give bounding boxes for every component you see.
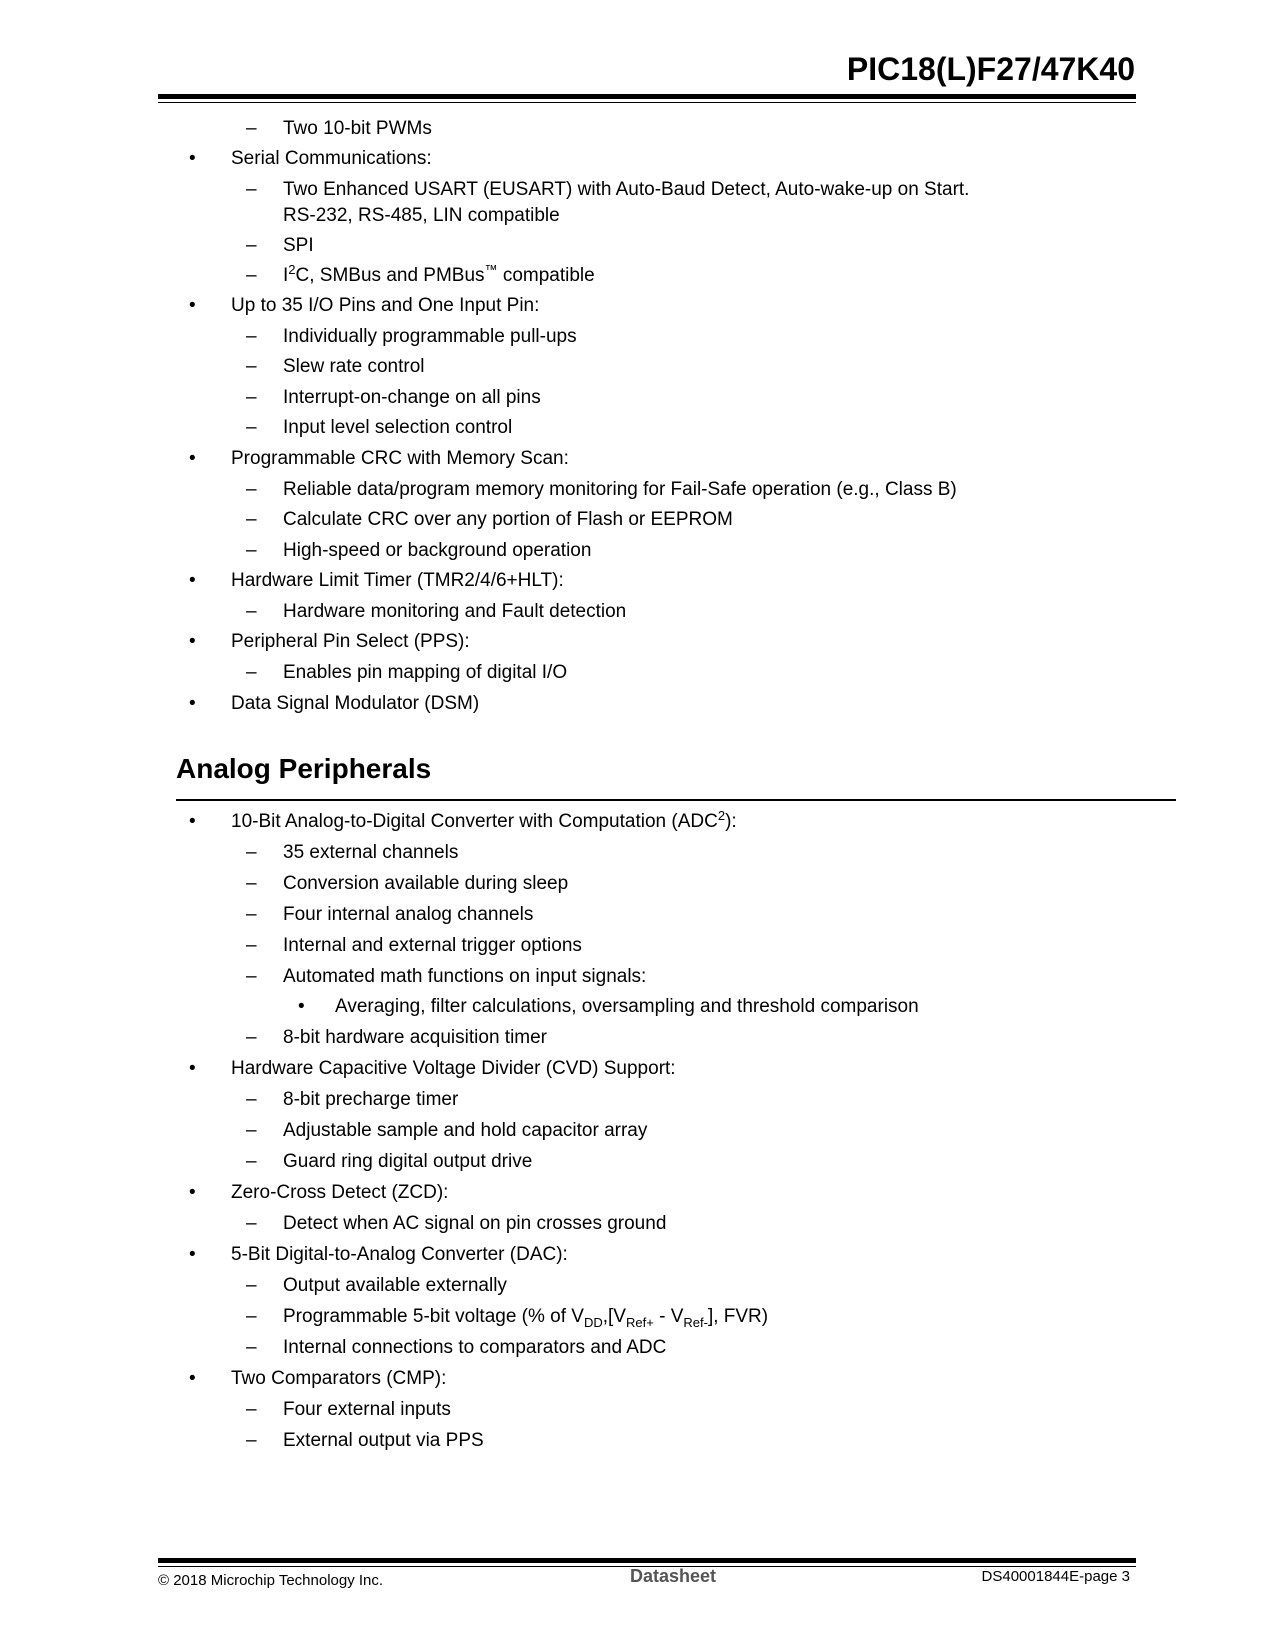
- dash-marker: –: [246, 842, 257, 863]
- footer-copyright: © 2018 Microchip Technology Inc.: [158, 1572, 384, 1589]
- bullet-marker: •: [189, 570, 196, 591]
- bullet-marker: •: [189, 811, 196, 832]
- dash-marker: –: [246, 601, 257, 622]
- dash-marker: –: [246, 387, 257, 408]
- dash-marker: –: [246, 1306, 257, 1327]
- bullet-marker: •: [189, 1182, 196, 1203]
- dash-marker: –: [246, 662, 257, 683]
- bullet-marker: •: [189, 631, 196, 652]
- dash-marker: –: [246, 265, 257, 286]
- dash-marker: –: [246, 509, 257, 530]
- dash-marker: –: [246, 235, 257, 256]
- section-rule: [176, 799, 1176, 801]
- dash-marker: –: [246, 966, 257, 987]
- dash-marker: –: [246, 479, 257, 500]
- dash-marker: –: [246, 1430, 257, 1451]
- dash-marker: –: [246, 118, 257, 139]
- dash-marker: –: [246, 1399, 257, 1420]
- bullet-marker: •: [189, 295, 196, 316]
- header-rule-thin: [158, 102, 1136, 103]
- dash-marker: –: [246, 417, 257, 438]
- section-heading-analog-peripherals: Analog Peripherals: [176, 753, 432, 784]
- trademark-symbol: ™: [484, 262, 498, 277]
- bullet-marker: •: [189, 448, 196, 469]
- bullet-marker: •: [189, 148, 196, 169]
- dash-marker: –: [246, 1337, 257, 1358]
- dash-marker: –: [246, 540, 257, 561]
- dash-marker: –: [246, 935, 257, 956]
- footer-page-number: DS40001844E-page 3: [981, 1568, 1130, 1585]
- bullet-marker: •: [189, 1244, 196, 1265]
- bullet-marker: •: [298, 996, 305, 1017]
- dash-marker: –: [246, 1275, 257, 1296]
- dash-marker: –: [246, 179, 257, 200]
- document-title: PIC18(L)F27/47K40: [846, 51, 1135, 87]
- dash-marker: –: [246, 1213, 257, 1234]
- dash-marker: –: [246, 904, 257, 925]
- dash-marker: –: [246, 326, 257, 347]
- dash-marker: –: [246, 873, 257, 894]
- header-rule-thick: [158, 94, 1136, 99]
- dash-marker: –: [246, 1089, 257, 1110]
- bullet-marker: •: [189, 1368, 196, 1389]
- footer-doc-type: Datasheet: [630, 1566, 717, 1586]
- dash-marker: –: [246, 1120, 257, 1141]
- footer-rule-thick: [158, 1558, 1136, 1563]
- bullet-marker: •: [189, 693, 196, 714]
- dash-marker: –: [246, 1027, 257, 1048]
- dash-marker: –: [246, 356, 257, 377]
- dash-marker: –: [246, 1151, 257, 1172]
- bullet-marker: •: [189, 1058, 196, 1079]
